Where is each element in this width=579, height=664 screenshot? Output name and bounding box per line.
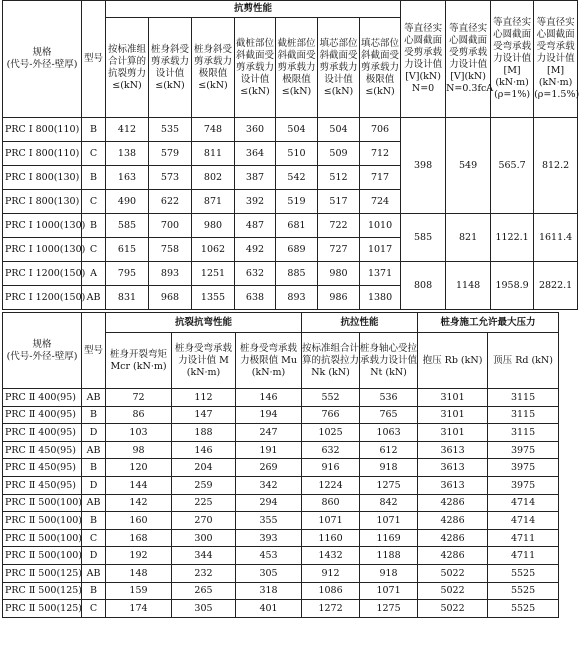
- model-cell: D: [82, 476, 106, 494]
- crack-bending-group-header: 抗裂抗弯性能: [106, 313, 302, 333]
- value-cell: 5022: [418, 564, 488, 582]
- table-row: [3, 582, 559, 600]
- table-row: [3, 406, 559, 424]
- shear-performance-table: [2, 0, 578, 310]
- spec-cell: PRC Ⅱ 400(95): [3, 406, 82, 424]
- sub-header-2: 桩身斜受剪承载力设计值≤(kN): [149, 18, 192, 118]
- value-cell: 3115: [488, 389, 559, 407]
- value-cell: 519: [276, 190, 318, 214]
- value-cell: 265: [172, 582, 236, 600]
- col-header-rd: 顶压 Rd (kN): [488, 333, 559, 389]
- sub-header-4: 截桩部位斜截面受剪承载力设计值≤(kN): [235, 18, 276, 118]
- value-cell: 72: [106, 389, 172, 407]
- table-row: [3, 600, 559, 618]
- value-cell: 504: [276, 118, 318, 142]
- value-cell: 192: [106, 547, 172, 565]
- value-cell: 305: [236, 564, 302, 582]
- value-cell: 3975: [488, 476, 559, 494]
- value-cell: 681: [276, 214, 318, 238]
- value-cell: 986: [318, 286, 360, 310]
- value-cell: 811: [192, 142, 235, 166]
- value-cell: 980: [318, 262, 360, 286]
- document-page: [2, 0, 579, 664]
- col-header-nk: 按标准组合计算的抗裂拉力 Nk (kN): [302, 333, 360, 389]
- value-cell: 1251: [192, 262, 235, 286]
- equivalent-value-cell: 398: [401, 118, 446, 214]
- value-cell: 270: [172, 512, 236, 530]
- model-cell: C: [82, 238, 106, 262]
- value-cell: 1275: [360, 476, 418, 494]
- spec-cell: PRC Ⅱ 450(95): [3, 476, 82, 494]
- value-cell: 1017: [360, 238, 401, 262]
- sub-header-6: 填芯部位斜截面受剪承载力设计值≤(kN): [318, 18, 360, 118]
- value-cell: 146: [172, 441, 236, 459]
- value-cell: 860: [302, 494, 360, 512]
- col-header-mcr: 桩身开裂弯矩 Mcr (kN·m): [106, 333, 172, 389]
- model-cell: B: [82, 406, 106, 424]
- value-cell: 4711: [488, 529, 559, 547]
- value-cell: 748: [192, 118, 235, 142]
- value-cell: 3101: [418, 406, 488, 424]
- value-cell: 4286: [418, 529, 488, 547]
- table-row: [3, 512, 559, 530]
- value-cell: 1086: [302, 582, 360, 600]
- value-cell: 3613: [418, 476, 488, 494]
- value-cell: 795: [106, 262, 149, 286]
- table-row: [3, 459, 559, 477]
- model-header: 型号: [82, 313, 106, 389]
- value-cell: 536: [360, 389, 418, 407]
- model-cell: A: [82, 262, 106, 286]
- value-cell: 163: [106, 166, 149, 190]
- value-cell: 842: [360, 494, 418, 512]
- value-cell: 204: [172, 459, 236, 477]
- spec-cell: PRC Ⅱ 400(95): [3, 389, 82, 407]
- value-cell: 174: [106, 600, 172, 618]
- sub-header-1: 按标准组合计算的抗裂剪力≤(kN): [106, 18, 149, 118]
- value-cell: 3975: [488, 441, 559, 459]
- value-cell: 112: [172, 389, 236, 407]
- value-cell: 3975: [488, 459, 559, 477]
- value-cell: 632: [235, 262, 276, 286]
- value-cell: 1071: [360, 582, 418, 600]
- value-cell: 1272: [302, 600, 360, 618]
- model-cell: C: [82, 190, 106, 214]
- model-cell: AB: [82, 286, 106, 310]
- value-cell: 393: [236, 529, 302, 547]
- value-cell: 724: [360, 190, 401, 214]
- value-cell: 916: [302, 459, 360, 477]
- value-cell: 364: [235, 142, 276, 166]
- value-cell: 712: [360, 142, 401, 166]
- model-cell: AB: [82, 441, 106, 459]
- model-header: 型号: [82, 1, 106, 118]
- value-cell: 1224: [302, 476, 360, 494]
- model-cell: D: [82, 424, 106, 442]
- table-row: [3, 424, 559, 442]
- value-cell: 912: [302, 564, 360, 582]
- value-cell: 706: [360, 118, 401, 142]
- value-cell: 159: [106, 582, 172, 600]
- sub-header-7: 填芯部位斜截面受剪承载力极限值≤(kN): [360, 18, 401, 118]
- equivalent-value-cell: 808: [401, 262, 446, 310]
- value-cell: 318: [236, 582, 302, 600]
- value-cell: 509: [318, 142, 360, 166]
- value-cell: 918: [360, 564, 418, 582]
- value-cell: 1432: [302, 547, 360, 565]
- value-cell: 758: [149, 238, 192, 262]
- value-cell: 535: [149, 118, 192, 142]
- value-cell: 191: [236, 441, 302, 459]
- value-cell: 142: [106, 494, 172, 512]
- equivalent-value-cell: 1958.9: [491, 262, 534, 310]
- value-cell: 885: [276, 262, 318, 286]
- spec-cell: PRC Ⅰ 1200(150): [3, 262, 82, 286]
- table-row: [3, 214, 578, 238]
- shear-group-header: 抗剪性能: [106, 1, 401, 18]
- value-cell: 3115: [488, 424, 559, 442]
- value-cell: 412: [106, 118, 149, 142]
- spec-cell: PRC Ⅰ 800(110): [3, 118, 82, 142]
- spec-cell: PRC Ⅰ 800(130): [3, 166, 82, 190]
- equivalent-value-cell: 549: [446, 118, 491, 214]
- value-cell: 5022: [418, 582, 488, 600]
- value-cell: 98: [106, 441, 172, 459]
- eq-header-2: 等直径实心圆截面受剪承载力设计值[V](kN) N=0.3fcA: [446, 1, 491, 118]
- value-cell: 512: [318, 166, 360, 190]
- table-row: [3, 547, 559, 565]
- spec-cell: PRC Ⅱ 500(125): [3, 600, 82, 618]
- value-cell: 968: [149, 286, 192, 310]
- value-cell: 188: [172, 424, 236, 442]
- table-row: [3, 118, 578, 142]
- spec-cell: PRC Ⅱ 450(95): [3, 459, 82, 477]
- model-cell: C: [82, 600, 106, 618]
- value-cell: 147: [172, 406, 236, 424]
- value-cell: 103: [106, 424, 172, 442]
- model-cell: C: [82, 142, 106, 166]
- value-cell: 510: [276, 142, 318, 166]
- model-cell: B: [82, 118, 106, 142]
- value-cell: 1275: [360, 600, 418, 618]
- table-row: [3, 441, 559, 459]
- value-cell: 638: [235, 286, 276, 310]
- value-cell: 1071: [302, 512, 360, 530]
- value-cell: 918: [360, 459, 418, 477]
- value-cell: 612: [360, 441, 418, 459]
- value-cell: 5525: [488, 582, 559, 600]
- model-cell: B: [82, 166, 106, 190]
- equivalent-value-cell: 821: [446, 214, 491, 262]
- value-cell: 3613: [418, 441, 488, 459]
- model-cell: B: [82, 214, 106, 238]
- value-cell: 3101: [418, 389, 488, 407]
- eq-header-4: 等直径实心圆截面受弯承载力设计值[M](kN·m) (ρ=1.5%): [534, 1, 578, 118]
- value-cell: 194: [236, 406, 302, 424]
- model-cell: AB: [82, 389, 106, 407]
- value-cell: 1169: [360, 529, 418, 547]
- spec-cell: PRC Ⅱ 400(95): [3, 424, 82, 442]
- value-cell: 4286: [418, 494, 488, 512]
- value-cell: 344: [172, 547, 236, 565]
- value-cell: 1071: [360, 512, 418, 530]
- value-cell: 1380: [360, 286, 401, 310]
- equivalent-value-cell: 565.7: [491, 118, 534, 214]
- value-cell: 980: [192, 214, 235, 238]
- sub-header-3: 桩身斜受剪承载力极限值≤(kN): [192, 18, 235, 118]
- value-cell: 5525: [488, 564, 559, 582]
- model-cell: C: [82, 529, 106, 547]
- construction-pressure-group-header: 桩身施工允许最大压力: [418, 313, 559, 333]
- value-cell: 573: [149, 166, 192, 190]
- value-cell: 355: [236, 512, 302, 530]
- value-cell: 871: [192, 190, 235, 214]
- model-cell: AB: [82, 494, 106, 512]
- model-cell: B: [82, 459, 106, 477]
- equivalent-value-cell: 1148: [446, 262, 491, 310]
- value-cell: 4714: [488, 494, 559, 512]
- table-row: [3, 494, 559, 512]
- equivalent-value-cell: 812.2: [534, 118, 578, 214]
- value-cell: 1371: [360, 262, 401, 286]
- spec-cell: PRC Ⅱ 500(100): [3, 512, 82, 530]
- value-cell: 4714: [488, 512, 559, 530]
- value-cell: 615: [106, 238, 149, 262]
- value-cell: 552: [302, 389, 360, 407]
- equivalent-value-cell: 1122.1: [491, 214, 534, 262]
- bending-tension-table: [2, 312, 559, 618]
- table-row: [3, 529, 559, 547]
- value-cell: 766: [302, 406, 360, 424]
- value-cell: 1355: [192, 286, 235, 310]
- spec-cell: PRC Ⅰ 800(130): [3, 190, 82, 214]
- tension-group-header: 抗拉性能: [302, 313, 418, 333]
- value-cell: 1188: [360, 547, 418, 565]
- model-cell: D: [82, 547, 106, 565]
- value-cell: 765: [360, 406, 418, 424]
- spec-cell: PRC Ⅰ 800(110): [3, 142, 82, 166]
- value-cell: 305: [172, 600, 236, 618]
- value-cell: 542: [276, 166, 318, 190]
- value-cell: 490: [106, 190, 149, 214]
- equivalent-value-cell: 585: [401, 214, 446, 262]
- value-cell: 401: [236, 600, 302, 618]
- value-cell: 138: [106, 142, 149, 166]
- value-cell: 4711: [488, 547, 559, 565]
- value-cell: 342: [236, 476, 302, 494]
- value-cell: 146: [236, 389, 302, 407]
- value-cell: 727: [318, 238, 360, 262]
- equivalent-value-cell: 2822.1: [534, 262, 578, 310]
- value-cell: 300: [172, 529, 236, 547]
- value-cell: 5022: [418, 600, 488, 618]
- spec-cell: PRC Ⅱ 500(125): [3, 564, 82, 582]
- table-row: [3, 262, 578, 286]
- value-cell: 144: [106, 476, 172, 494]
- table-row: [3, 389, 559, 407]
- value-cell: 893: [276, 286, 318, 310]
- value-cell: 504: [318, 118, 360, 142]
- value-cell: 392: [235, 190, 276, 214]
- value-cell: 700: [149, 214, 192, 238]
- value-cell: 3613: [418, 459, 488, 477]
- spec-cell: PRC Ⅱ 500(100): [3, 547, 82, 565]
- equivalent-value-cell: 1611.4: [534, 214, 578, 262]
- model-cell: B: [82, 582, 106, 600]
- value-cell: 269: [236, 459, 302, 477]
- value-cell: 585: [106, 214, 149, 238]
- col-header-m: 桩身受弯承载力设计值 M (kN·m): [172, 333, 236, 389]
- value-cell: 294: [236, 494, 302, 512]
- value-cell: 387: [235, 166, 276, 190]
- spec-cell: PRC Ⅰ 1200(150): [3, 286, 82, 310]
- model-cell: AB: [82, 564, 106, 582]
- value-cell: 360: [235, 118, 276, 142]
- value-cell: 893: [149, 262, 192, 286]
- table-row: [3, 564, 559, 582]
- value-cell: 225: [172, 494, 236, 512]
- value-cell: 3101: [418, 424, 488, 442]
- col-header-nt: 桩身轴心受拉承载力设计值 Nt (kN): [360, 333, 418, 389]
- spec-header: 规格 (代号-外径-壁厚): [3, 313, 82, 389]
- value-cell: 148: [106, 564, 172, 582]
- value-cell: 232: [172, 564, 236, 582]
- value-cell: 259: [172, 476, 236, 494]
- value-cell: 4286: [418, 547, 488, 565]
- value-cell: 86: [106, 406, 172, 424]
- spec-cell: PRC Ⅱ 500(125): [3, 582, 82, 600]
- table-row: [3, 476, 559, 494]
- value-cell: 4286: [418, 512, 488, 530]
- col-header-rb: 抱压 Rb (kN): [418, 333, 488, 389]
- value-cell: 517: [318, 190, 360, 214]
- spec-header: 规格 (代号-外径-壁厚): [3, 1, 82, 118]
- value-cell: 160: [106, 512, 172, 530]
- value-cell: 1063: [360, 424, 418, 442]
- sub-header-5: 截桩部位斜截面受剪承载力极限值≤(kN): [276, 18, 318, 118]
- value-cell: 622: [149, 190, 192, 214]
- value-cell: 120: [106, 459, 172, 477]
- value-cell: 247: [236, 424, 302, 442]
- value-cell: 487: [235, 214, 276, 238]
- value-cell: 632: [302, 441, 360, 459]
- spec-cell: PRC Ⅰ 1000(130): [3, 214, 82, 238]
- value-cell: 1025: [302, 424, 360, 442]
- value-cell: 492: [235, 238, 276, 262]
- value-cell: 3115: [488, 406, 559, 424]
- value-cell: 5525: [488, 600, 559, 618]
- value-cell: 831: [106, 286, 149, 310]
- model-cell: B: [82, 512, 106, 530]
- value-cell: 689: [276, 238, 318, 262]
- value-cell: 717: [360, 166, 401, 190]
- value-cell: 453: [236, 547, 302, 565]
- value-cell: 168: [106, 529, 172, 547]
- value-cell: 722: [318, 214, 360, 238]
- spec-cell: PRC Ⅱ 500(100): [3, 529, 82, 547]
- value-cell: 579: [149, 142, 192, 166]
- eq-header-3: 等直径实心圆截面受弯承载力设计值[M](kN·m) (ρ=1%): [491, 1, 534, 118]
- spec-cell: PRC Ⅰ 1000(130): [3, 238, 82, 262]
- value-cell: 802: [192, 166, 235, 190]
- spec-cell: PRC Ⅱ 450(95): [3, 441, 82, 459]
- col-header-mu: 桩身受弯承载力极限值 Mu (kN·m): [236, 333, 302, 389]
- spec-cell: PRC Ⅱ 500(100): [3, 494, 82, 512]
- value-cell: 1160: [302, 529, 360, 547]
- eq-header-1: 等直径实心圆截面受剪承载力设计值[V](kN) N=0: [401, 1, 446, 118]
- value-cell: 1010: [360, 214, 401, 238]
- value-cell: 1062: [192, 238, 235, 262]
